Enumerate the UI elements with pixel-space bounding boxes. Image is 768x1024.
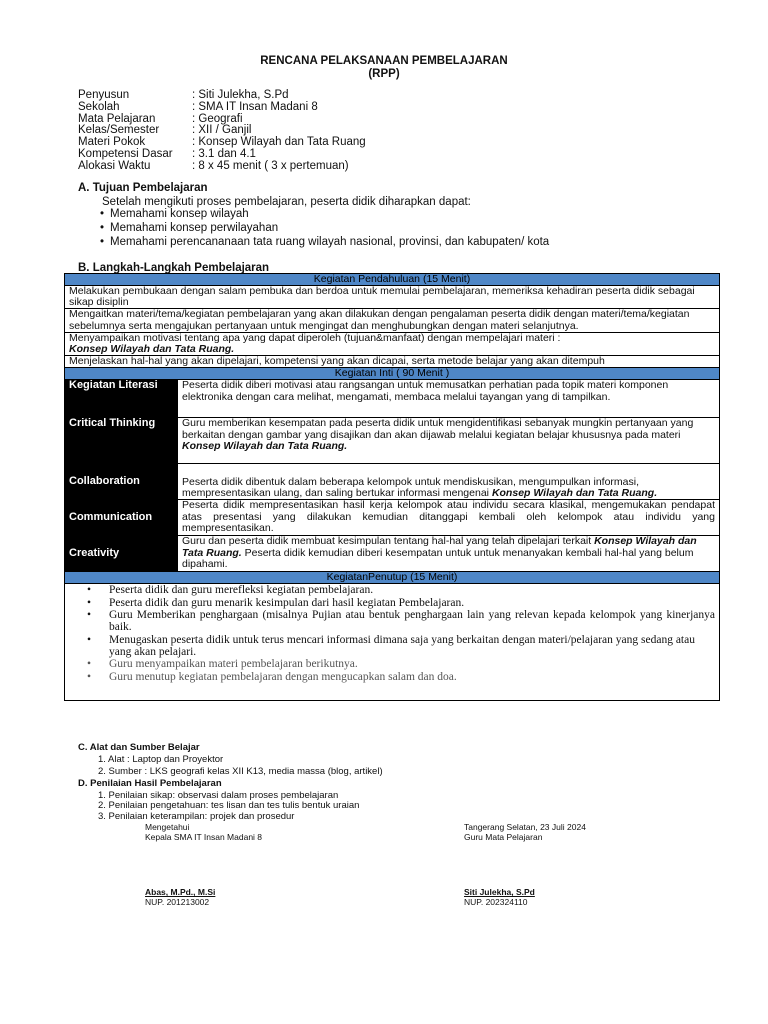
- inti-text-literasi: Peserta didik diberi motivasi atau rangsangan untuk memusatkan perhatian pada topik materi komponen elektronika dengan cara melihat, mengamati, membaca melalui tayangan yang di tampilkan.: [178, 380, 720, 418]
- bullet-icon: •: [86, 670, 92, 683]
- list-item: • Menugaskan peserta didik untuk terus mencari informasi dimana saja yang berkaitan dengan materi/pelajaran yang sedang atau yang akan pelajari.: [69, 634, 715, 659]
- topic-emphasis: Konsep Wilayah dan Tata Ruang.: [182, 439, 348, 452]
- section-a-intro: Setelah mengikuti proses pembelajaran, peserta didik diharapkan dapat:: [102, 196, 471, 208]
- inti-text-communication: Peserta didik mempresentasikan hasil kerja kelompok atau individu secara klasikal, mengemukakan pendapat atas presentasi yang dilakukan kemudian ditanggapi kembali oleh kelompok atau individu yang mempresentasikan.: [178, 500, 720, 536]
- inti-label-communication: Communication: [65, 500, 178, 536]
- section-b-heading: B. Langkah-Langkah Pembelajaran: [78, 262, 270, 274]
- inti-text-collaboration: Peserta didik dibentuk dalam beberapa kelompok untuk mendiskusikan, mengumpulkan informasi, mempresentasikan ulang, dan saling bertukar informasi mengenai Konsep Wilayah dan Tata Ruang.: [178, 464, 720, 500]
- bullet-icon: •: [86, 596, 92, 609]
- inti-label-critical-thinking: Critical Thinking: [65, 418, 178, 464]
- signature-right-name: Siti Julekha, S.Pd: [464, 887, 535, 897]
- list-item: • Guru menyampaikan materi pembelajaran berikutnya.: [69, 658, 715, 670]
- list-item: • Guru menutup kegiatan pembelajaran dengan mengucapkan salam dan doa.: [69, 671, 715, 683]
- pendahuluan-row: Melakukan pembukaan dengan salam pembuka dan berdoa untuk memulai pembelajaran, memeriksa kehadiran peserta didik sebagai sikap disiplin: [65, 286, 720, 309]
- meta-row-mapel: Mata Pelajaran : Geografi: [78, 112, 243, 125]
- meta-row-materi: Materi Pokok : Konsep Wilayah dan Tata Ruang: [78, 136, 366, 149]
- pendahuluan-row: Menjelaskan hal-hal yang akan dipelajari, kompetensi yang akan dicapai, serta metode belajar yang akan ditempuh: [65, 356, 720, 368]
- penutup-list: [65, 584, 720, 701]
- section-a-heading: A. Tujuan Pembelajaran: [78, 182, 208, 194]
- meta-row-sekolah: Sekolah : SMA IT Insan Madani 8: [78, 100, 318, 113]
- objective-item: • Memahami konsep wilayah: [100, 208, 249, 220]
- topic-emphasis: Konsep Wilayah dan Tata Ruang.: [69, 343, 235, 356]
- signature-left-name: Abas, M.Pd., M.Si: [145, 887, 216, 897]
- signature-left-nup: NUP. 201213002: [145, 897, 210, 907]
- bullet-icon: •: [100, 236, 105, 248]
- meta-row-kd: Kompetensi Dasar : 3.1 dan 4.1: [78, 147, 256, 160]
- list-item: • Guru Memberikan penghargaan (misalnya Pujian atau bentuk penghargaan lain yang relevan kepada kelompok yang kinerjanya baik.: [69, 609, 715, 634]
- section-d-heading: D. Penilaian Hasil Pembelajaran: [78, 778, 222, 789]
- inti-label-literasi: Kegiatan Literasi: [65, 380, 178, 418]
- list-item: • Peserta didik dan guru menarik kesimpulan dari hasil kegiatan Pembelajaran.: [69, 597, 715, 609]
- meta-row-alokasi: Alokasi Waktu : 8 x 45 menit ( 3 x pertemuan): [78, 159, 349, 172]
- signature-left-title: Kepala SMA IT Insan Madani 8: [145, 832, 263, 842]
- list-item: • Peserta didik dan guru merefleksi kegiatan pembelajaran.: [69, 584, 715, 596]
- objective-item: • Memahami perencananaan tata ruang wilayah nasional, provinsi, dan kabupaten/ kota: [100, 236, 550, 248]
- inti-text-creativity: Guru dan peserta didik membuat kesimpulan tentang hal-hal yang telah dipelajari terkait Konsep Wilayah dan Tata Ruang. Peserta didik kemudian diberi kesempatan untuk untuk menanyakan kembali hal-hal yang belum dipahami.: [178, 536, 720, 572]
- inti-label-collaboration: Collaboration: [65, 464, 178, 500]
- bullet-icon: •: [100, 208, 105, 220]
- section-c-heading: C. Alat dan Sumber Belajar: [78, 742, 200, 753]
- bullet-icon: •: [86, 658, 92, 671]
- bullet-icon: •: [86, 584, 92, 597]
- signature-right-date: Tangerang Selatan, 23 Juli 2024: [464, 822, 586, 832]
- signature-left-label: Mengetahui: [145, 822, 190, 832]
- pendahuluan-row: Mengaitkan materi/tema/kegiatan pembelajaran yang akan dilakukan dengan pengalaman peserta didik dengan materi/tema/kegiatan sebelumnya serta mengajukan pertanyaan untuk mengingat dan menghubungkan dengan materi selanjutnya.: [65, 309, 720, 332]
- signature-right-nup: NUP. 202324110: [464, 897, 528, 907]
- pendahuluan-row: Menyampaikan motivasi tentang apa yang dapat diperoleh (tujuan&manfaat) dengan mempelajari materi : Konsep Wilayah dan Tata Ruang.: [65, 332, 720, 355]
- bullet-icon: •: [86, 609, 92, 622]
- topic-emphasis: Konsep Wilayah dan Tata Ruang.: [491, 487, 658, 500]
- inti-header: Kegiatan Inti ( 90 Menit ): [65, 368, 720, 380]
- section-c-item: 1. Alat : Laptop dan Proyektor: [98, 754, 224, 765]
- document-subtitle: (RPP): [368, 68, 400, 80]
- section-d-item: 2. Penilaian pengetahuan: tes lisan dan tes tulis bentuk uraian: [98, 800, 360, 811]
- meta-row-penyusun: Penyusun : Siti Julekha, S.Pd: [78, 89, 289, 101]
- section-d-item: 3. Penilaian keterampilan: projek dan prosedur: [98, 811, 295, 822]
- section-c-item: 2. Sumber : LKS geografi kelas XII K13, media massa (blog, artikel): [98, 766, 383, 777]
- document-title: RENCANA PELAKSANAAN PEMBELAJARAN: [260, 55, 508, 67]
- inti-text-critical-thinking: Guru memberikan kesempatan pada peserta didik untuk mengidentifikasi sebanyak mungkin pertanyaan yang berkaitan dengan gambar yang disajikan dan akan dijawab melalui kegiatan belajar khususnya pada materi Konsep Wilayah dan Tata Ruang.: [178, 418, 720, 464]
- learning-steps-table: [64, 273, 720, 701]
- meta-row-kelas: Kelas/Semester : XII / Ganjil: [78, 124, 252, 137]
- bullet-icon: •: [86, 633, 92, 646]
- bullet-icon: •: [100, 222, 105, 234]
- inti-label-creativity: Creativity: [65, 536, 178, 572]
- penutup-header: KegiatanPenutup (15 Menit): [65, 572, 720, 584]
- objective-item: • Memahami konsep perwilayahan: [100, 222, 279, 234]
- topic-emphasis: Konsep Wilayah dan Tata Ruang.: [182, 535, 697, 559]
- pendahuluan-header: Kegiatan Pendahuluan (15 Menit): [65, 274, 720, 286]
- section-d-item: 1. Penilaian sikap: observasi dalam proses pembelajaran: [98, 790, 339, 801]
- signature-right-title: Guru Mata Pelajaran: [464, 832, 543, 842]
- meta-info: [78, 90, 366, 173]
